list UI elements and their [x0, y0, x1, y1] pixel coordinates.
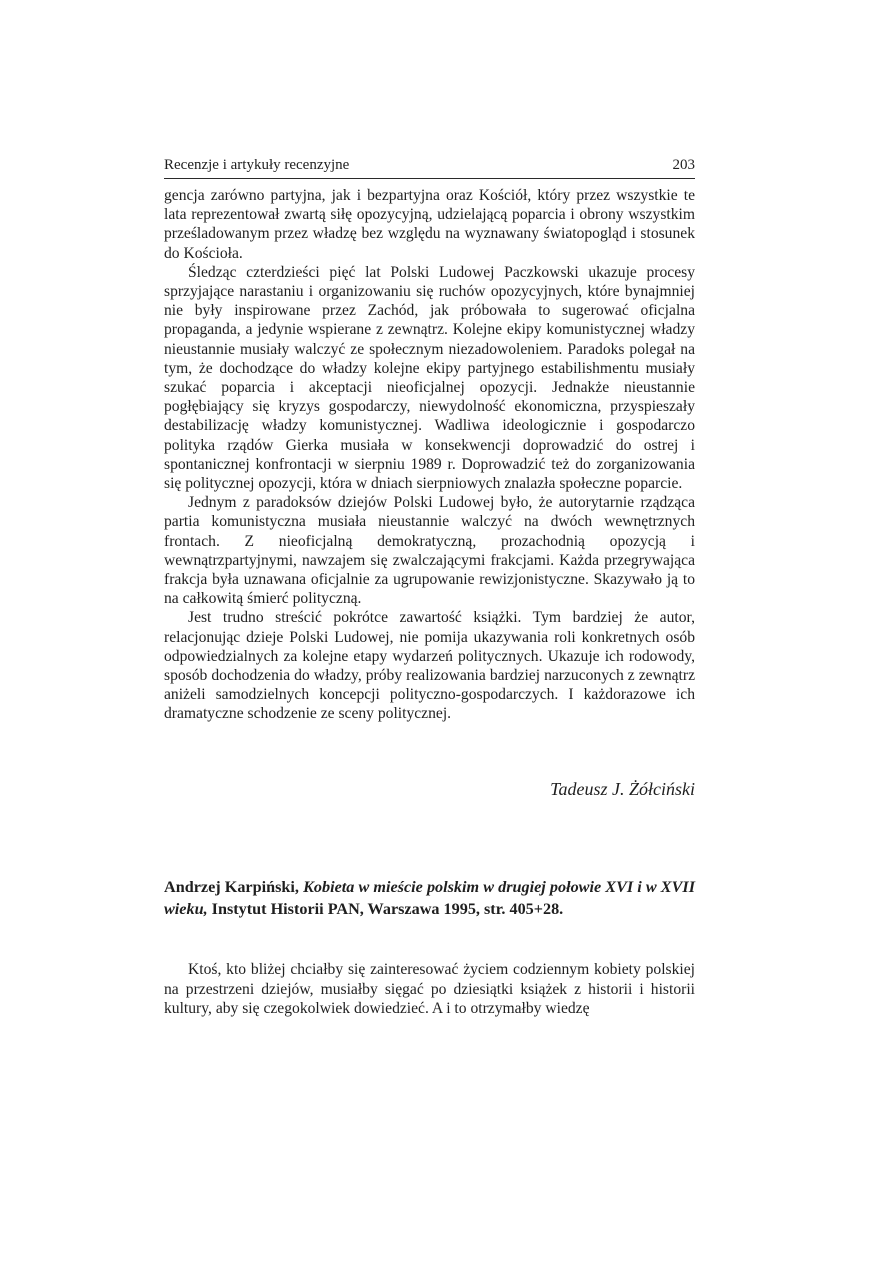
running-header: [164, 156, 695, 179]
book-publication: Instytut Historii PAN, Warszawa 1995, str. 405+28.: [211, 900, 564, 918]
paragraph: Jednym z paradoksów dziejów Polski Ludowej było, że autorytarnie rządząca partia komunistyczna musiała nieustannie walczyć na dwóch wewnętrznych frontach. Z nieoficjalną demokratyczną, prozachodnią opozycją i wewnątrzpartyjnymi, nawzajem się zwalczającymi frakcjami. Każda przegrywająca frakcja była uznawana oficjalnie za ugrupowanie rewizjonistyczne. Skazywało ją to na całkowitą śmierć polityczną.: [164, 494, 695, 608]
page-number: 203: [672, 157, 695, 173]
paragraph: Śledząc czterdzieści pięć lat Polski Ludowej Paczkowski ukazuje procesy sprzyjające narastaniu i organizowaniu się ruchów opozycyjnych, które bynajmniej nie były inspirowane przez Zachód, jak próbowała to sugerować oficjalna propaganda, a jedynie wspierane z zewnątrz. Kolejne ekipy komunistycznej władzy nieustannie musiały walczyć ze społecznym niezadowoleniem. Paradoks polegał na tym, że dochodzące do władzy kolejne ekipy partyjnego estabilishmentu musiały szukać poparcia i akceptacji nieoficjalnej opozycji. Jednakże nieustannie pogłębiający się kryzys gospodarczy, niewydolność ekonomiczna, przyspieszały destabilizację władzy komunistycznej. Wadliwa ideologicznie i gospodarczo polityka rządów Gierka musiała w konsekwencji doprowadzić do ostrej i spontanicznej konfrontacji w sierpniu 1989 r. Doprowadzić też do zorganizowania się politycznej opozycji, która w dniach sierpniowych znalazła społeczne poparcie.: [164, 263, 695, 493]
review-continuation-text: [164, 186, 695, 724]
paragraph: Jest trudno streścić pokrótce zawartość książki. Tym bardziej że autor, relacjonując dzieje Polski Ludowej, nie pomija ukazywania roli konkretnych osób odpowiedzialnych za kolejne etapy wydarzeń politycznych. Ukazuje ich rodowody, sposób dochodzenia do władzy, próby realizowania bardziej narzuconych z zewnątrz aniżeli samodzielnych koncepcji polityczno-gospodarczych. I każdorazowe ich dramatyczne schodzenie ze sceny politycznej.: [164, 609, 695, 723]
review-body-text: [164, 960, 695, 1019]
review-heading: [164, 876, 695, 920]
reviewer-signature: Tadeusz J. Żółciński: [550, 779, 695, 799]
section-title: Recenzje i artykuły recenzyjne: [164, 157, 350, 173]
paragraph: Ktoś, kto bliżej chciałby się zainteresować życiem codziennym kobiety polskiej na przestrzeni dziejów, musiałby sięgać po dziesiątki książek z historii i historii kultury, aby się czegokolwiek dowiedzieć. A i to otrzymałby wiedzę: [164, 961, 695, 1018]
book-author: Andrzej Karpiński,: [164, 878, 299, 896]
paragraph: gencja zarówno partyjna, jak i bezpartyjna oraz Kościół, który przez wszystkie te lata reprezentował zwartą siłę opozycyjną, udzielającą poparcia i obrony wszystkim prześladowanym przez władzę bez względu na wyznawany światopogląd i stosunek do Kościoła.: [164, 187, 695, 262]
book-title: Kobieta w mieście polskim w drugiej połowie XVI i w XVII wieku,: [164, 878, 695, 918]
